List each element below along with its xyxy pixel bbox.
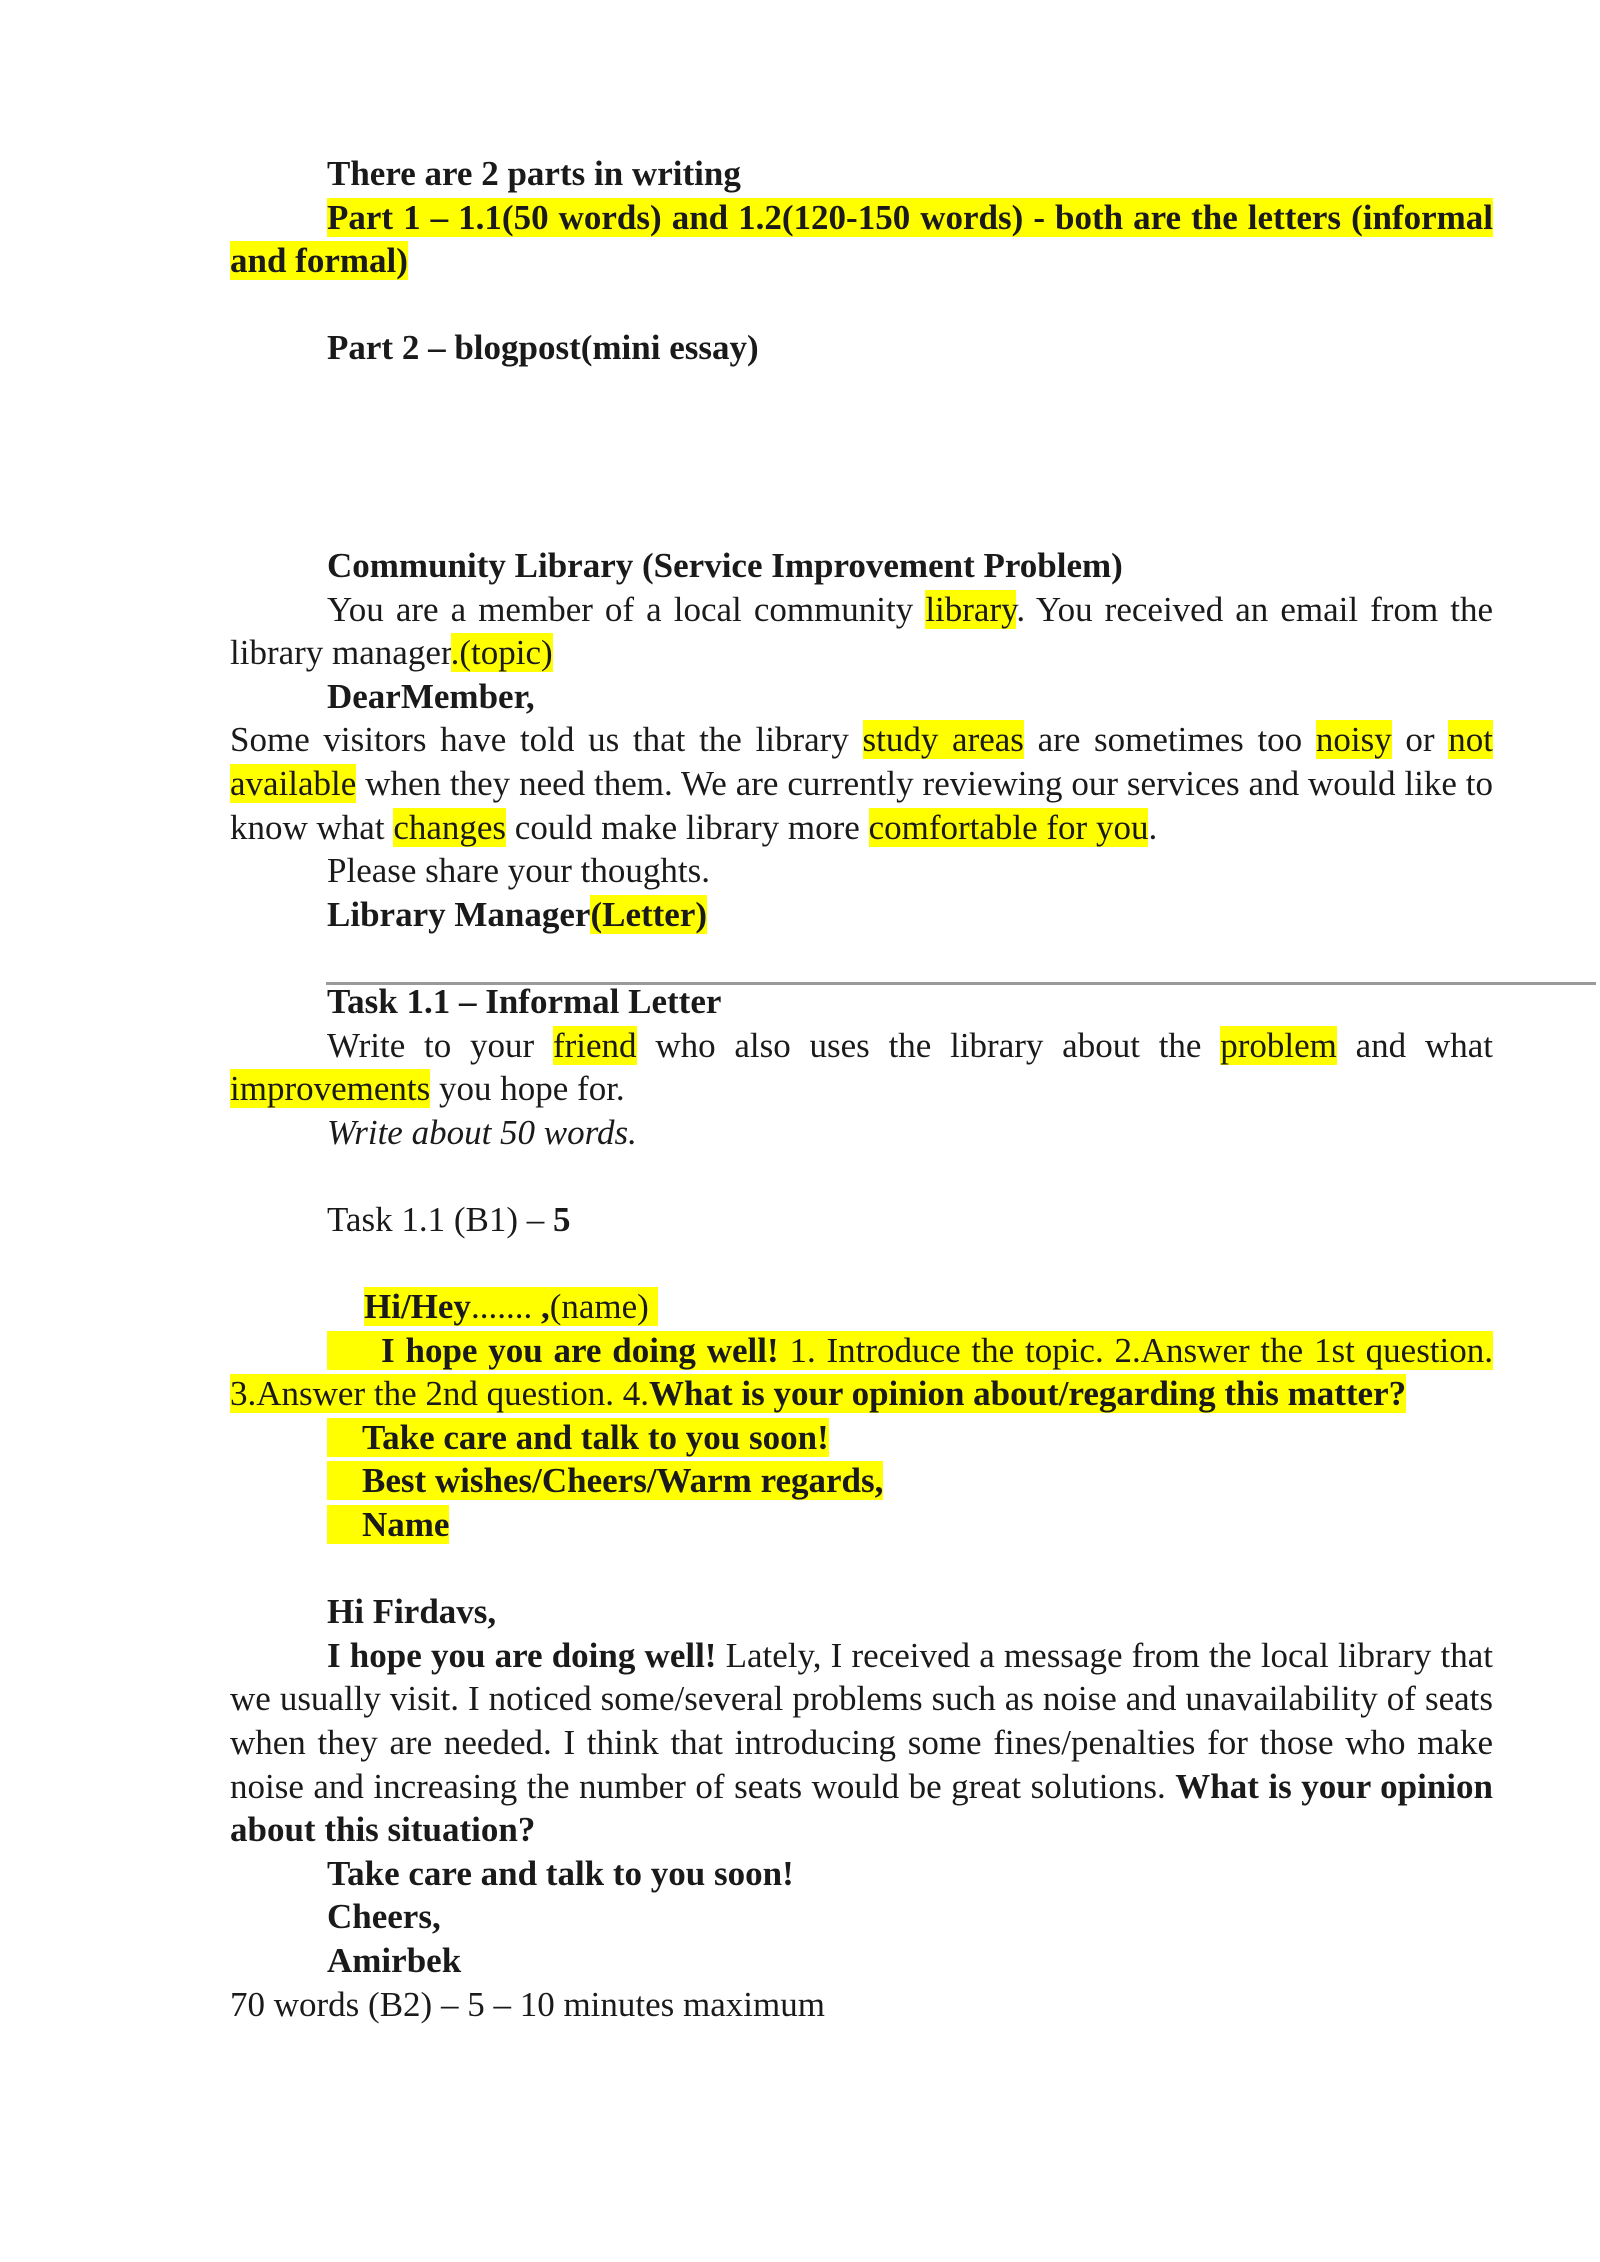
template-body — [230, 1329, 1493, 1416]
template-close1 — [230, 1416, 1493, 1460]
task-word-count: Write about 50 words. — [327, 1112, 637, 1152]
prompt-intro-text-2: . You received an email from the library manager — [230, 589, 1494, 673]
intro-line: There are 2 parts in writing — [327, 154, 741, 193]
template-hope: I hope you are doing well! — [381, 1330, 779, 1370]
highlight-friend: friend — [552, 1025, 637, 1065]
task-score-label: Task 1.1 (B1) – — [327, 1199, 553, 1239]
part2-line: Part 2 – blogpost(mini essay) — [327, 328, 759, 368]
task-text-2: who also uses the library about the — [636, 1025, 1221, 1065]
prompt-share: Please share your thoughts. — [327, 851, 710, 891]
prompt-body-text-2: are sometimes too — [1023, 720, 1316, 760]
example-body-text: Lately, I received a message from the local library that we usually visit. I noticed some/several problems such as noise and unavailability of seats when they are needed. I think that introducing some fines/penalties for those who make noise and increasing the number of seats would be great solutions. — [230, 1635, 1493, 1806]
template-close1-text: Take care and talk to you soon! — [362, 1417, 829, 1457]
highlight-improvements: improvements — [230, 1069, 431, 1109]
horizontal-rule — [326, 982, 1596, 985]
example-hope: I hope you are doing well! — [327, 1635, 717, 1675]
example-close3: Amirbek — [327, 1940, 462, 1980]
task-score — [230, 1198, 1493, 1242]
document-page — [230, 152, 1493, 2026]
highlight-topic: .(topic) — [450, 633, 553, 673]
prompt-body-text-4: when they need them. We are currently reviewing our services and would like to know what — [230, 763, 1493, 847]
template-close3-text: Name — [362, 1505, 450, 1545]
greet-dots: ....... — [470, 1287, 541, 1327]
template-close2-text: Best wishes/Cheers/Warm regards, — [362, 1461, 884, 1501]
task-text-3: and what — [1336, 1025, 1493, 1065]
example-footer: 70 words (B2) – 5 – 10 minutes maximum — [230, 1984, 825, 2024]
greet-name: (name) — [549, 1287, 649, 1327]
template-close2-highlight — [327, 1461, 883, 1500]
highlight-comfortable: comfortable for you — [868, 807, 1149, 847]
template-close3 — [230, 1503, 1493, 1547]
prompt-body-text: Some visitors have told us that the library — [230, 720, 863, 760]
highlight-not-available: not available — [230, 720, 1494, 803]
prompt-signoff — [230, 893, 1493, 937]
highlight-study-areas: study areas — [862, 720, 1024, 760]
part1-text: Part 1 – 1.1(50 words) and 1.2(120-150 words) - both are the letters (informal and formal) — [230, 197, 1493, 281]
task-heading: Task 1.1 – Informal Letter — [327, 981, 722, 1021]
template-body-highlight — [230, 1331, 1493, 1414]
highlight-changes: changes — [393, 807, 507, 847]
highlight-problem: problem — [1220, 1025, 1337, 1065]
prompt-intro-text: You are a member of a local community — [327, 589, 926, 629]
template-opinion: What is your opinion about/regarding this matter? — [648, 1374, 1407, 1414]
prompt-body-text-3: or — [1391, 720, 1449, 760]
example-question: What is your opinion about this situation? — [230, 1766, 1493, 1850]
task-text: Write to your — [327, 1025, 553, 1065]
task-score-value: 5 — [553, 1199, 571, 1239]
example-body — [230, 1634, 1493, 1852]
template-greeting — [230, 1285, 1493, 1329]
part1-line — [230, 196, 1493, 283]
prompt-body — [230, 718, 1493, 849]
prompt-salutation: DearMember, — [327, 676, 535, 716]
highlight-noisy: noisy — [1315, 720, 1392, 760]
template-close3-highlight — [327, 1505, 449, 1544]
prompt-body-text-6: . — [1148, 807, 1158, 847]
highlight-library: library — [925, 589, 1017, 629]
prompt-intro — [230, 588, 1493, 675]
task-instructions — [230, 1024, 1493, 1111]
template-close2 — [230, 1459, 1493, 1503]
template-steps: 1. Introduce the topic. 2.Answer the 1st question. 3.Answer the 2nd question. 4. — [230, 1330, 1494, 1414]
example-close1: Take care and talk to you soon! — [327, 1853, 794, 1893]
template-close1-highlight — [327, 1418, 829, 1457]
highlight-letter: (Letter) — [590, 894, 708, 934]
signoff-text: Library Manager — [327, 894, 591, 934]
template-greeting-highlight — [364, 1287, 658, 1326]
task-text-4: you hope for. — [430, 1069, 625, 1109]
prompt-heading: Community Library (Service Improvement Problem) — [327, 545, 1123, 585]
prompt-body-text-5: could make library more — [506, 807, 869, 847]
example-greeting: Hi Firdavs, — [327, 1592, 497, 1632]
example-close2: Cheers, — [327, 1897, 441, 1937]
greet-bold: Hi/Hey — [364, 1287, 471, 1327]
greet-comma: , — [540, 1287, 550, 1327]
